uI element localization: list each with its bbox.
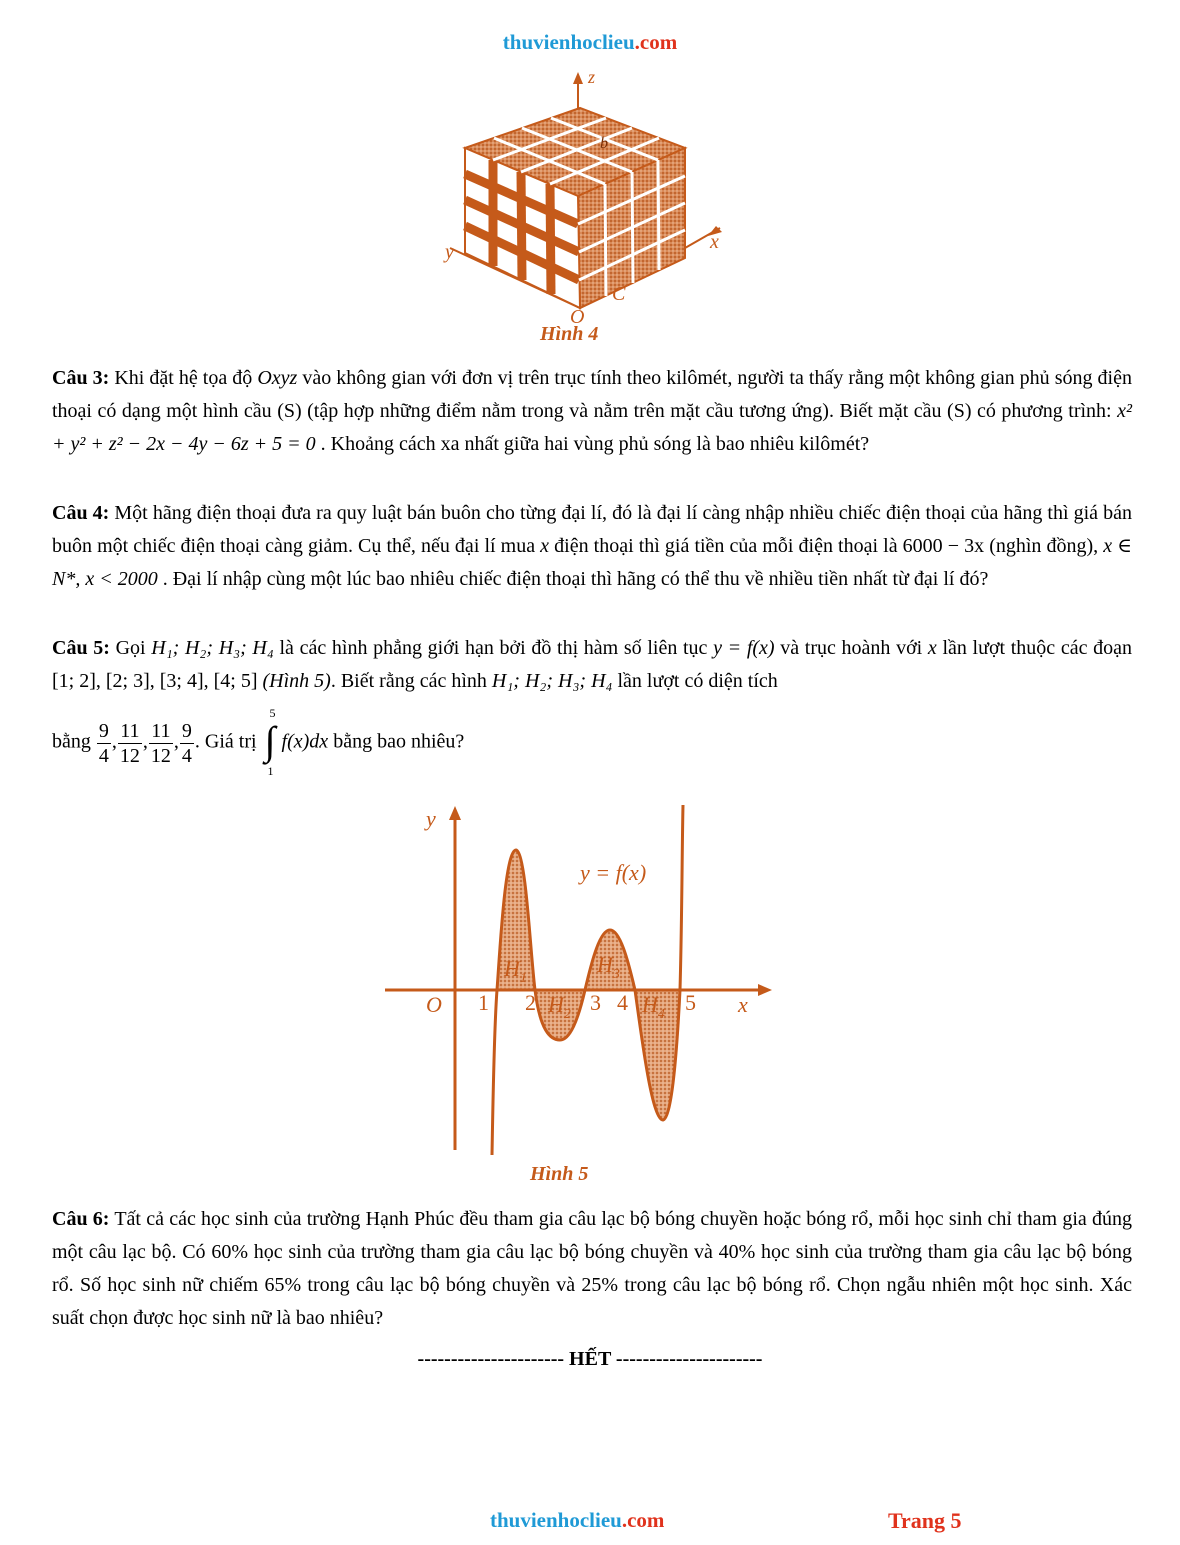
figure-reference: (Hình 5) xyxy=(257,670,331,692)
integral-upper-bound: 5 xyxy=(269,706,276,720)
question-text: là các hình phẳng giới hạn bởi đồ thị hàm số liên tục xyxy=(273,637,714,659)
question-text: Một hãng điện thoại đưa ra quy luật bán buôn cho từng đại lí, đó là đại lí càng nhập nhiều chiếc điện thoại của hãng thì giá bán buôn một chiếc điện thoại càng giảm. Cụ thể, nếu đại lí mua xyxy=(52,502,1132,557)
question-text: học sinh của trường tham gia câu lạc bộ bóng rổ. Số học sinh nữ chiếm xyxy=(52,1241,1132,1296)
math-condition: x ∈ N*, x < 2000 xyxy=(52,535,1132,590)
tick-label: 3 xyxy=(590,990,601,1015)
integral-lower-bound: 1 xyxy=(267,764,274,778)
numerator: 11 xyxy=(118,719,142,744)
math-integrand: f(x)dx xyxy=(281,730,329,753)
figure-4-caption: Hình 4 xyxy=(540,323,599,345)
question-text: Khi đặt hệ tọa độ xyxy=(109,367,258,389)
question-label: Câu 6: xyxy=(52,1208,110,1230)
percent-value: 65% xyxy=(264,1274,302,1296)
fraction xyxy=(97,719,111,768)
numerator: 9 xyxy=(181,719,192,742)
question-text: . Giá trị xyxy=(194,730,262,753)
question-6 xyxy=(52,1203,1132,1335)
figure-5-graph xyxy=(380,800,800,1190)
question-text: lần lượt có diện tích xyxy=(612,670,778,692)
region-h4-label: $H_4$ xyxy=(642,992,665,1022)
fraction xyxy=(180,719,194,768)
question-text: trong câu lạc bộ bóng chuyền và xyxy=(301,1274,582,1296)
math-price: 6000 − 3x xyxy=(902,535,985,557)
origin-label: O xyxy=(426,992,442,1017)
question-text: lần lượt thuộc các đoạn xyxy=(936,637,1133,659)
tick-label: 2 xyxy=(525,990,536,1015)
question-4 xyxy=(52,497,1132,596)
footer-site-link[interactable] xyxy=(490,1508,664,1533)
point-c-label: C xyxy=(612,283,626,305)
question-text: . Khoảng cách xa nhất giữa hai vùng phủ sóng là bao nhiêu kilômét? xyxy=(315,433,870,455)
tick-label: 1 xyxy=(478,990,489,1015)
question-text: điện thoại thì giá tiền của mỗi điện thoại là xyxy=(549,535,903,557)
question-text: vào không gian với đơn vị trên trục tính theo kilômét, người ta thấy rằng một không gian phủ sóng điện thoại có dạng một hình cầu (S) (tập hợp những điểm nằm trong và nằm trên mặt cầu tương ứng). Biết mặt cầu (S) có phương trình: xyxy=(52,367,1132,422)
math-x: x xyxy=(540,535,550,557)
denominator: 4 xyxy=(98,744,109,767)
axis-x-label: x xyxy=(738,992,748,1017)
question-text: . Đại lí nhập cùng một lúc bao nhiêu chiếc điện thoại thì hãng có thể thu về nhiều tiền nhất từ đại lí đó? xyxy=(157,568,989,590)
math-oxyz: Oxyz xyxy=(257,367,298,389)
site-domain-part: .com xyxy=(621,1508,665,1532)
percent-value: 25% xyxy=(581,1274,619,1296)
axis-z-label: z xyxy=(588,68,596,87)
denominator: 12 xyxy=(150,744,171,767)
origin-label: O xyxy=(570,306,585,328)
math-sphere-equation: x² + y² + z² − 2x − 4y − 6z + 5 = 0 xyxy=(52,400,1132,455)
denominator: 4 xyxy=(181,744,192,767)
question-5-continued: bằng $\frac{9}{4}$ , $\frac{11}{12}$ , $\frac{11}{12}$ , $\frac{9}{4}$ . Giá trị 5 ∫ 1 f(x)dx bằng bao nhiêu? xyxy=(52,706,465,778)
question-3 xyxy=(52,362,1132,461)
fraction xyxy=(149,719,173,768)
function-label: y = f(x) xyxy=(580,860,647,885)
percent-value: 60% xyxy=(211,1241,248,1263)
question-text: trong câu lạc bộ bóng rổ. Chọn ngẫu nhiên một học sinh. Xác suất chọn được học sinh nữ là bao nhiêu? xyxy=(52,1274,1132,1329)
axis-x-label: x xyxy=(710,231,719,253)
axis-y-label: y xyxy=(445,241,454,263)
question-text: và trục hoành với xyxy=(774,637,928,659)
question-text: (nghìn đồng), xyxy=(984,535,1104,557)
site-domain-part: .com xyxy=(634,30,678,54)
percent-value: 40% xyxy=(718,1241,756,1263)
math-intervals: [1; 2], [2; 3], [3; 4], [4; 5] xyxy=(52,670,258,692)
header-site-link[interactable] xyxy=(0,30,1180,55)
numerator: 9 xyxy=(98,719,109,742)
region-h1-label: $H_1$ xyxy=(504,956,527,986)
region-h3-label: $H_3$ xyxy=(597,952,620,982)
question-5 xyxy=(52,632,1132,698)
math-regions: H₁; H₂; H₃; H₄ xyxy=(151,637,274,659)
integral-sign: 5 ∫ 1 xyxy=(264,706,276,778)
figure-5-caption: Hình 5 xyxy=(530,1163,589,1185)
question-text: học sinh của trường tham gia câu lạc bộ bóng chuyền và xyxy=(248,1241,719,1263)
end-marker: ---------------------- HẾT ---------------------- xyxy=(417,1348,763,1370)
tick-label: 4 xyxy=(617,990,628,1015)
question-text: Gọi xyxy=(109,637,152,659)
region-h2-label: $H_2$ xyxy=(548,992,571,1022)
math-function: y = f(x) xyxy=(713,637,775,659)
tick-label: 5 xyxy=(685,990,696,1015)
question-label: Câu 3: xyxy=(52,367,110,389)
question-text: . Biết rằng các hình xyxy=(330,670,492,692)
question-label: Câu 4: xyxy=(52,502,110,524)
question-text: bằng bao nhiêu? xyxy=(328,730,465,753)
numerator: 11 xyxy=(149,719,173,744)
math-x: x xyxy=(927,637,937,659)
question-text: Tất cả các học sinh của trường Hạnh Phúc đều tham gia câu lạc bộ bóng chuyền hoặc bóng rổ, mỗi học sinh chỉ tham gia đúng một câu lạc bộ. Có xyxy=(52,1208,1132,1263)
denominator: 12 xyxy=(119,744,140,767)
point-b-label: b xyxy=(600,135,608,152)
site-name-part: thuvienhoclieu xyxy=(502,30,635,54)
math-regions: H₁; H₂; H₃; H₄ xyxy=(491,670,613,692)
axis-y-label: y xyxy=(426,806,436,831)
question-label: Câu 5: xyxy=(52,637,110,659)
page-number: Trang 5 xyxy=(888,1508,962,1533)
question-text: bằng xyxy=(52,730,96,753)
fraction xyxy=(118,719,142,768)
site-name-part: thuvienhoclieu xyxy=(490,1508,622,1532)
figure-4-cube xyxy=(430,68,750,348)
